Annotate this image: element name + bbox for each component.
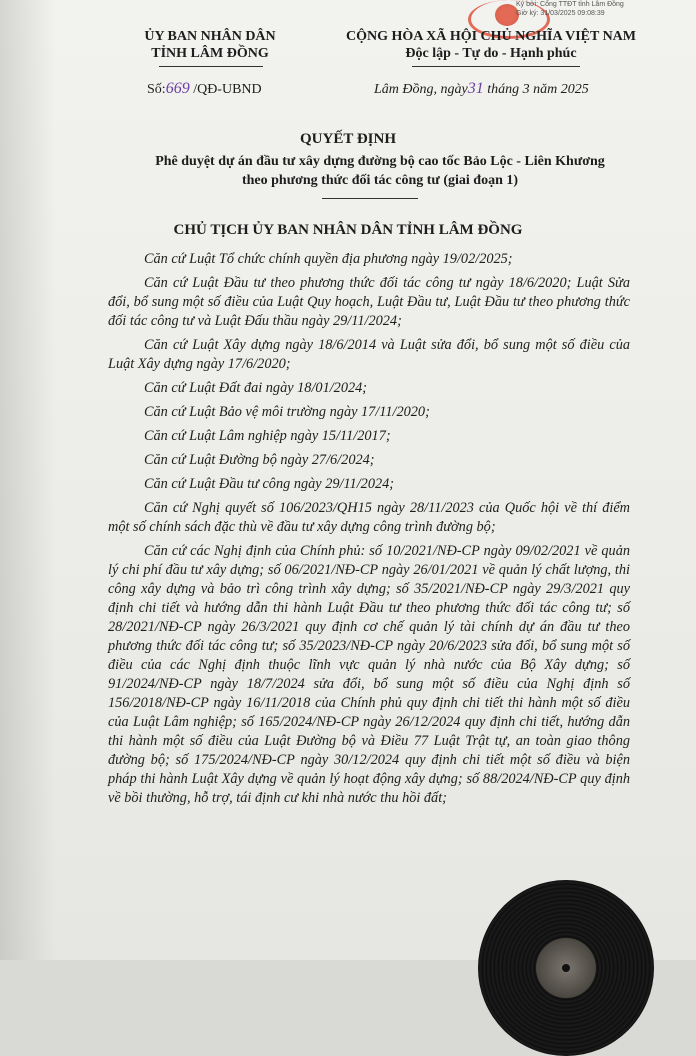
digital-signature-info xyxy=(516,0,696,18)
document-number xyxy=(147,80,262,98)
subtitle-rule xyxy=(322,198,418,199)
doc-number-suffix: /QĐ-UBND xyxy=(189,82,262,97)
paragraph: Căn cứ các Nghị định của Chính phủ: số 10/2021/NĐ-CP ngày 09/02/2021 về quản lý chi phí đầu tư xây dựng; số 06/2021/NĐ-CP ngày 26/01/2021 về quản lý chất lượng, thi công xây dựng và bảo trì công trình xây dựng; số 35/2021/NĐ-CP ngày 29/3/2021 quy định chi tiết và hướng dẫn thi hành Luật Đầu tư theo phương thức đối tác công tư; số 28/2021/NĐ-CP ngày 26/3/2021 quy định cơ chế quản lý tài chính dự án đầu tư theo phương thức đối tác công tư; số 35/2023/NĐ-CP ngày 20/6/2023 sửa đổi, bổ sung một số điều của các Nghị định thuộc lĩnh vực quản lý nhà nước của Bộ Xây dựng; số 91/2024/NĐ-CP ngày 18/7/2024 sửa đổi, bổ sung một số điều của Nghị định số 156/2018/NĐ-CP ngày 16/11/2018 của Chính phủ quy định chi tiết thi hành một số điều của Luật Lâm nghiệp; số 165/2024/NĐ-CP ngày 26/12/2024 quy định chi tiết, hướng dẫn thi hành một số điều của Luật Đường bộ và Điều 77 Luật Trật tự, an toàn giao thông đường bộ; số 175/2024/NĐ-CP ngày 30/12/2024 quy định chi tiết một số điều và biện pháp thi hành Luật Xây dựng về quản lý hoạt động xây dựng; số 88/2024/NĐ-CP quy định về bồi thường, hỗ trợ, tái định cư khi nhà nước thu hồi đất; xyxy=(108,543,630,806)
paragraph: Căn cứ Luật Tổ chức chính quyền địa phương ngày 19/02/2025; xyxy=(144,251,513,267)
paragraph: Căn cứ Luật Đường bộ ngày 27/6/2024; xyxy=(144,452,375,468)
national-header xyxy=(326,28,656,62)
place-date-prefix: Lâm Đồng, ngày xyxy=(374,82,468,97)
place-date-day: 31 xyxy=(467,80,484,97)
place-date-rest: tháng 3 năm 2025 xyxy=(483,82,589,97)
document-title: QUYẾT ĐỊNH xyxy=(300,131,396,147)
paragraph: Căn cứ Luật Lâm nghiệp ngày 15/11/2017; xyxy=(144,428,391,444)
document-subtitle xyxy=(80,152,680,190)
nation-line1: CỘNG HÒA XÃ HỘI CHỦ NGHĨA VIỆT NAM xyxy=(345,29,636,44)
paragraph: Căn cứ Nghị quyết số 106/2023/QH15 ngày 28/11/2023 của Quốc hội về thí điểm một số chính sách đặc thù về đầu tư xây dựng công trình đường bộ; xyxy=(108,500,630,535)
doc-number-prefix: Số: xyxy=(147,82,166,97)
disc-hole xyxy=(562,964,570,972)
subtitle-line2: theo phương thức đối tác công tư (giai đoạn 1) xyxy=(241,173,519,188)
document-body xyxy=(108,250,630,813)
paragraph: Căn cứ Luật Đầu tư theo phương thức đối tác công tư ngày 18/6/2020; Luật Sửa đổi, bổ sung một số điều của Luật Quy hoạch, Luật Đầu tư, Luật Đầu tư theo phương thức đối tác công tư và Luật Đấu thầu ngày 29/11/2024; xyxy=(108,275,630,329)
agency-underline xyxy=(159,66,263,67)
subtitle-line1: Phê duyệt dự án đầu tư xây dựng đường bộ cao tốc Bảo Lộc - Liên Khương xyxy=(155,154,605,169)
paragraph: Căn cứ Luật Xây dựng ngày 18/6/2014 và Luật sửa đổi, bổ sung một số điều của Luật Xây dựng ngày 17/6/2020; xyxy=(108,337,630,372)
motto-underline xyxy=(412,66,580,67)
doc-number-value: 669 xyxy=(165,80,190,97)
agency-line1: ỦY BAN NHÂN DÂN xyxy=(144,29,276,44)
paragraph: Căn cứ Luật Đầu tư công ngày 29/11/2024; xyxy=(144,476,395,492)
place-date xyxy=(374,80,589,98)
paragraph: Căn cứ Luật Đất đai ngày 18/01/2024; xyxy=(144,380,368,396)
paragraph: Căn cứ Luật Bảo vệ môi trường ngày 17/11/2020; xyxy=(144,404,430,420)
music-disc-icon[interactable] xyxy=(478,880,654,1056)
agency-line2: TỈNH LÂM ĐỒNG xyxy=(151,46,269,61)
signature-time: Giờ ký: 31/03/2025 09:08:39 xyxy=(516,10,605,17)
issuing-authority: CHỦ TỊCH ỦY BAN NHÂN DÂN TỈNH LÂM ĐỒNG xyxy=(173,222,523,238)
agency-header xyxy=(100,28,320,62)
nation-motto: Độc lập - Tự do - Hạnh phúc xyxy=(405,46,577,61)
signature-signer: Ký bởi: Cổng TTĐT tỉnh Lâm Đồng xyxy=(516,1,624,8)
